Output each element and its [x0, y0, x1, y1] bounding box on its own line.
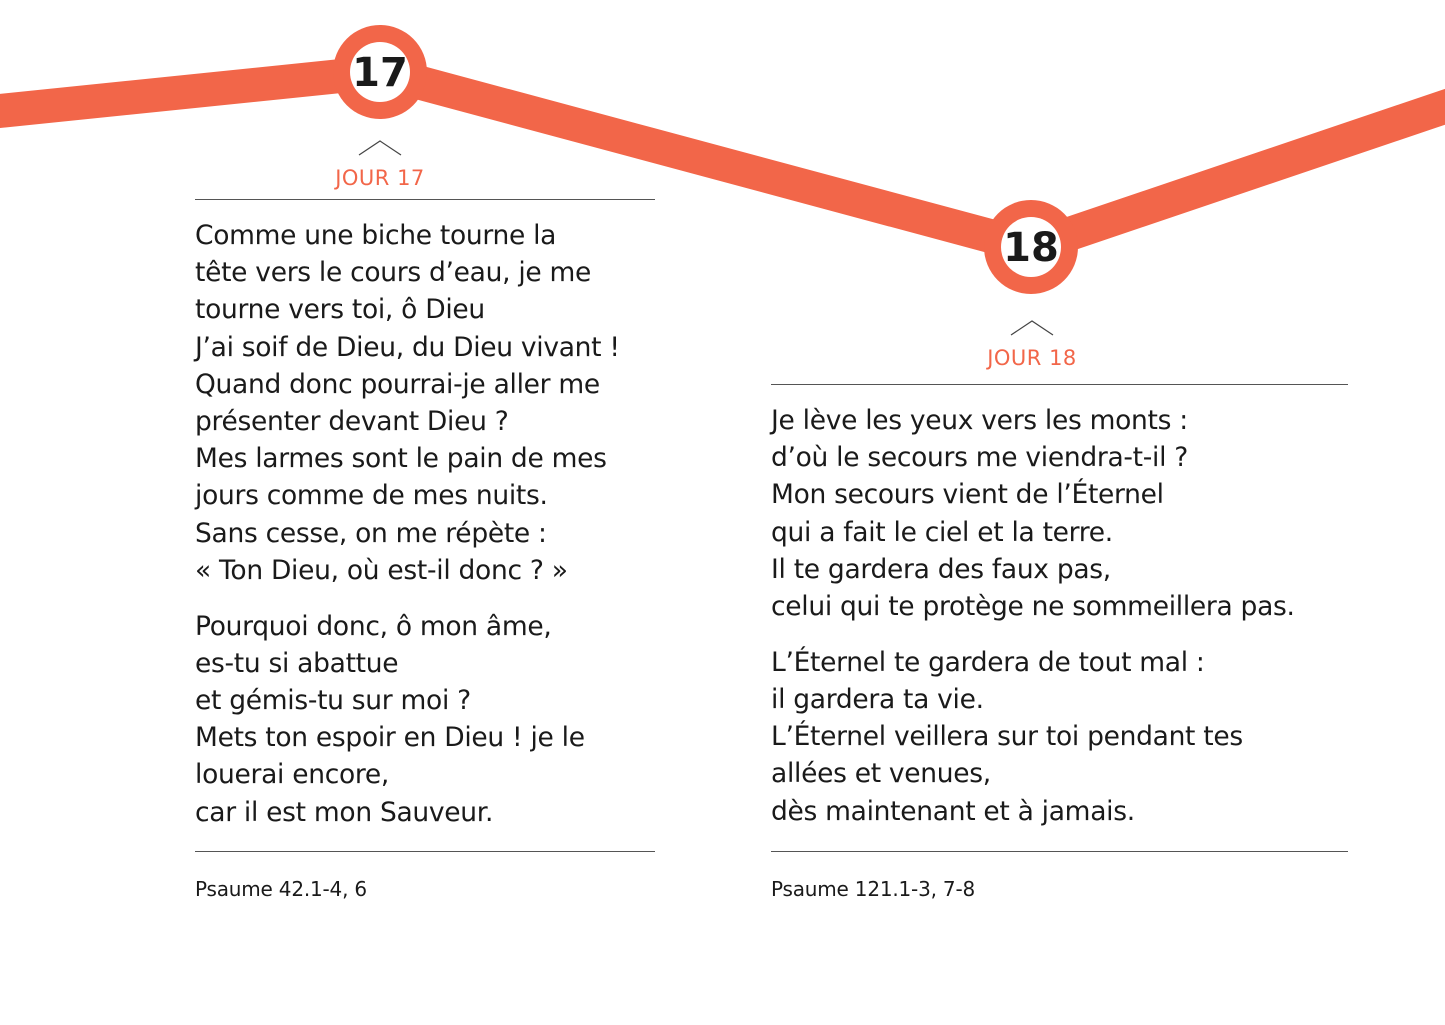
- poem-text: [771, 402, 1295, 830]
- poem-line: car il est mon Sauveur.: [195, 796, 494, 828]
- poem-text: [195, 217, 620, 831]
- scripture-reference: Psaume 42.1-4, 6: [195, 877, 367, 901]
- poem-line: et gémis-tu sur moi ?: [195, 684, 471, 716]
- poem-line: Mon secours vient de l’Éternel: [771, 479, 1164, 511]
- poem-line: Je lève les yeux vers les monts :: [771, 405, 1188, 436]
- day-marker-18: [984, 200, 1078, 294]
- poem-line: allées et venues,: [771, 758, 991, 790]
- stanza: [771, 402, 1295, 625]
- day-number-17: 17: [352, 50, 408, 96]
- poem-line: es-tu si abattue: [195, 647, 399, 679]
- poem-line: jours comme de mes nuits.: [195, 480, 548, 512]
- poem-line: Quand donc pourrai-je aller me: [195, 368, 600, 400]
- stanza: [771, 644, 1295, 830]
- poem-line: « Ton Dieu, où est-il donc ? »: [195, 554, 568, 586]
- day-label: JOUR 17: [335, 166, 425, 190]
- poem-line: tête vers le cours d’eau, je me: [195, 257, 592, 289]
- poem-line: tourne vers toi, ô Dieu: [195, 294, 485, 326]
- poem-line: L’Éternel te gardera de tout mal :: [771, 646, 1205, 678]
- top-divider: [771, 384, 1348, 385]
- day-label: JOUR 18: [987, 346, 1077, 370]
- bottom-divider: [771, 851, 1348, 852]
- chevron-up-icon: [1010, 320, 1054, 336]
- day-number-18: 18: [1003, 225, 1059, 271]
- poem-line: d’où le secours me viendra-t-il ?: [771, 442, 1189, 474]
- chevron-up-icon: [358, 140, 402, 156]
- top-divider: [195, 199, 655, 200]
- poem-line: Pourquoi donc, ô mon âme,: [195, 610, 552, 642]
- stanza: [195, 217, 620, 589]
- poem-line: Sans cesse, on me répète :: [195, 517, 547, 549]
- day-marker-17: [333, 25, 427, 119]
- poem-line: dès maintenant et à jamais.: [771, 795, 1135, 827]
- stanza: [195, 608, 620, 831]
- poem-line: Mes larmes sont le pain de mes: [195, 443, 607, 475]
- poem-line: J’ai soif de Dieu, du Dieu vivant !: [195, 331, 620, 363]
- poem-line: qui a fait le ciel et la terre.: [771, 516, 1113, 548]
- poem-line: Mets ton espoir en Dieu ! je le: [195, 722, 585, 754]
- bottom-divider: [195, 851, 655, 852]
- poem-line: Il te gardera des faux pas,: [771, 553, 1111, 585]
- poem-line: L’Éternel veillera sur toi pendant tes: [771, 721, 1243, 753]
- poem-line: il gardera ta vie.: [771, 683, 984, 715]
- scripture-reference: Psaume 121.1-3, 7-8: [771, 877, 975, 901]
- poem-line: louerai encore,: [195, 759, 390, 791]
- poem-line: Comme une biche tourne la: [195, 220, 557, 251]
- poem-line: celui qui te protège ne sommeillera pas.: [771, 591, 1295, 623]
- poem-line: présenter devant Dieu ?: [195, 406, 509, 438]
